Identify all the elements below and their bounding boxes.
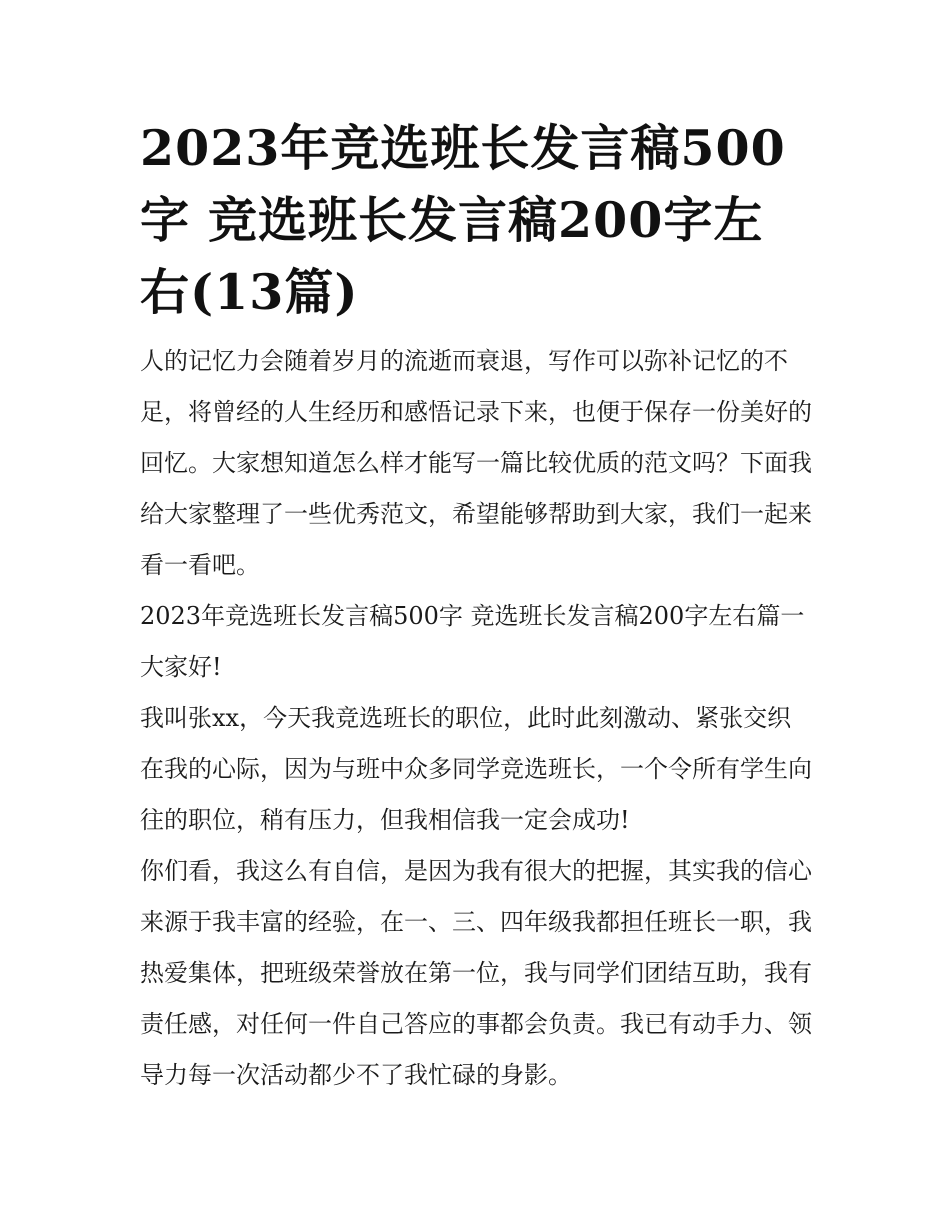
experience-paragraph: 你们看，我这么有自信，是因为我有很大的把握，其实我的信心来源于我丰富的经验，在一、三、四年级我都担任班长一职，我热爱集体，把班级荣誉放在第一位，我与同学们团结互助，我有责任感，对任何一件自己答应的事都会负责。我已有动手力、领导力每一次活动都少不了我忙碌的身影。 xyxy=(140,857,812,1089)
intro-paragraph: 人的记忆力会随着岁月的流逝而衰退，写作可以弥补记忆的不足，将曾经的人生经历和感悟记录下来，也便于保存一份美好的回忆。大家想知道怎么样才能写一篇比较优质的范文吗？下面我给大家整理了一些优秀范文，希望能够帮助到大家，我们一起来看一看吧。 xyxy=(140,347,812,579)
self-introduction-paragraph: 我叫张xx，今天我竞选班长的职位，此时此刻激动、紧张交织在我的心际，因为与班中众多同学竞选班长，一个令所有学生向往的职位，稍有压力，但我相信我一定会成功! xyxy=(140,704,812,834)
document-body xyxy=(140,112,812,1101)
document-title: 2023年竞选班长发言稿500字 竞选班长发言稿200字左右(13篇) xyxy=(140,119,786,321)
section-heading-paragraph: 2023年竞选班长发言稿500字 竞选班长发言稿200字左右篇一 大家好! xyxy=(140,602,805,681)
